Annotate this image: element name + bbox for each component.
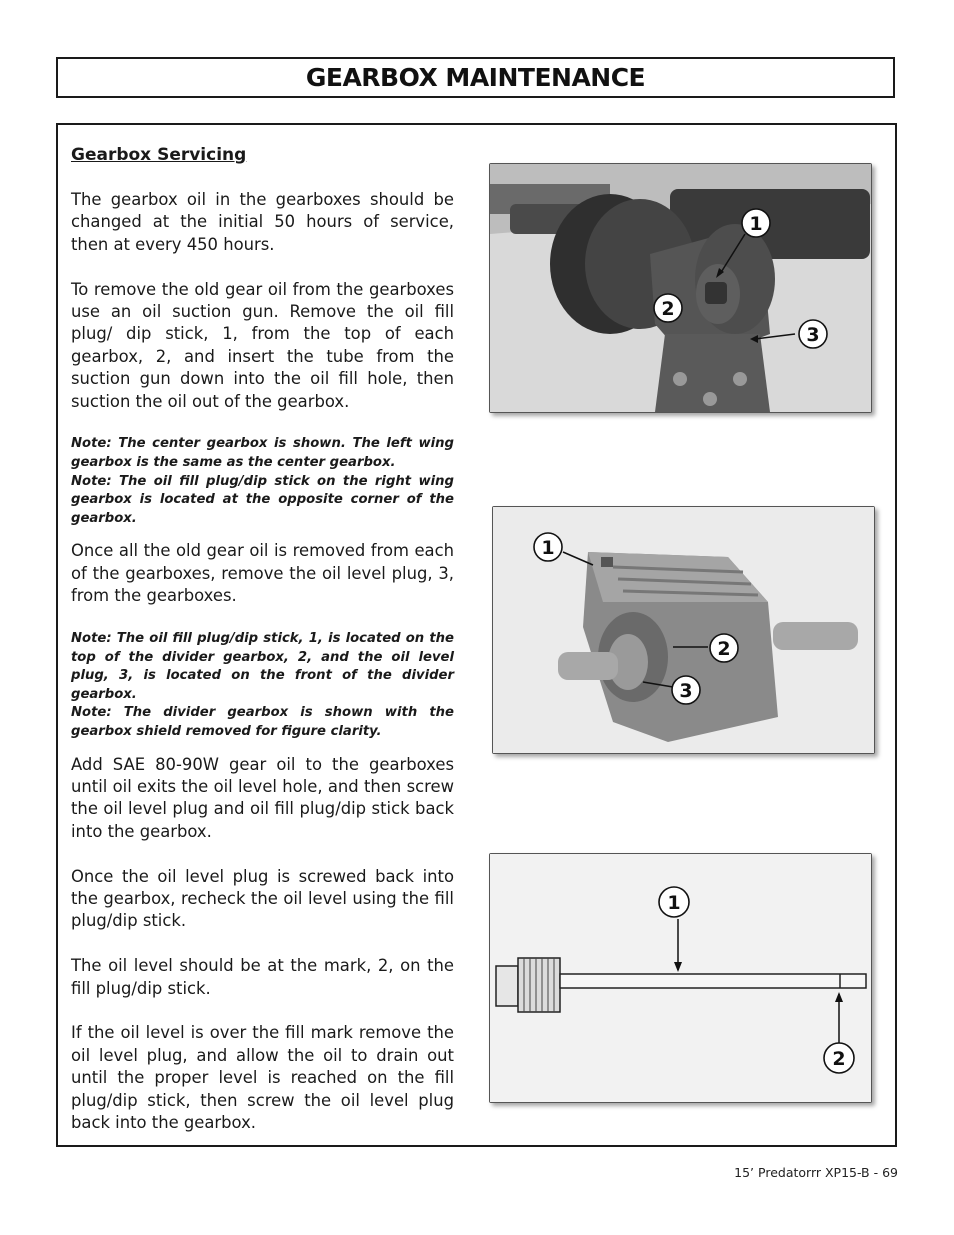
callout-label: 2 [832, 1048, 846, 1070]
dip-stick-callouts [490, 854, 871, 1102]
page-title-box [56, 57, 895, 98]
callout-3 [799, 320, 827, 348]
callout-label: 2 [717, 638, 731, 660]
callout-label: 2 [661, 298, 675, 320]
paragraph-level-mark: The oil level should be at the mark, 2, on the fill plug/dip stick. [71, 956, 454, 998]
note-text: Note: The divider gearbox is shown with the gearbox shield removed for figure clarity. [71, 705, 454, 739]
callout-label: 1 [541, 537, 555, 559]
callout-2 [824, 1043, 854, 1073]
callout-1 [742, 209, 770, 237]
callout-2 [710, 634, 738, 662]
callout-1 [534, 533, 562, 561]
note-center-gearbox [71, 435, 454, 528]
callout-label: 3 [679, 680, 693, 702]
callout-label: 1 [667, 892, 681, 914]
page-title: GEARBOX MAINTENANCE [305, 63, 646, 92]
figure-divider-gearbox [492, 506, 875, 754]
note-text: Note: The oil fill plug/dip stick on the right wing gearbox is located at the opposite corner of the gearbox. [71, 473, 454, 526]
note-text: Note: The center gearbox is shown. The left wing gearbox is the same as the center gearbox. [71, 436, 454, 471]
divider-gearbox-callouts [493, 507, 874, 753]
page-footer: 15’ Predatorrr XP15-B - 69 [734, 1165, 898, 1180]
callout-3 [672, 676, 700, 704]
section-heading: Gearbox Servicing [71, 145, 247, 165]
callout-2 [654, 294, 682, 322]
figure-center-gearbox [489, 163, 872, 413]
paragraph-remove-oil: To remove the old gear oil from the gearboxes use an oil suction gun. Remove the oil fill plug/ dip stick, 1, from the top of each gearbox, 2, and insert the tube from the suction gun down into the oil fill hole, then suction the oil out of the gearbox. [71, 279, 454, 411]
note-divider-gearbox [71, 630, 454, 742]
paragraph-oil-interval: The gearbox oil in the gearboxes should be changed at the initial 50 hours of service, then at every 450 hours. [71, 190, 454, 254]
figure-dip-stick [489, 853, 872, 1103]
note-text: Note: The oil fill plug/dip stick, 1, is located on the top of the divider gearbox, 2, and the oil level plug, 3, is located on the front of the divider gearbox. [71, 631, 454, 702]
paragraph-overfill: If the oil level is over the fill mark remove the oil level plug, and allow the oil to drain out until the proper level is reached on the fill plug/dip stick, then screw the oil level plug back into the gearbox. [71, 1023, 454, 1133]
paragraph-remove-level-plug: Once all the old gear oil is removed from each of the gearboxes, remove the oil level plug, 3, from the gearboxes. [71, 541, 454, 606]
paragraph-recheck-level: Once the oil level plug is screwed back into the gearbox, recheck the oil level using the fill plug/dip stick. [71, 866, 454, 931]
center-gearbox-callouts [490, 164, 871, 412]
callout-1 [659, 887, 689, 917]
callout-label: 3 [806, 324, 820, 346]
instructions-column [71, 143, 454, 1157]
callout-label: 1 [749, 213, 763, 235]
paragraph-add-oil: Add SAE 80-90W gear oil to the gearboxes until oil exits the oil level hole, and then screw the oil level plug and oil fill plug/dip stick back into the gearbox. [71, 754, 454, 841]
